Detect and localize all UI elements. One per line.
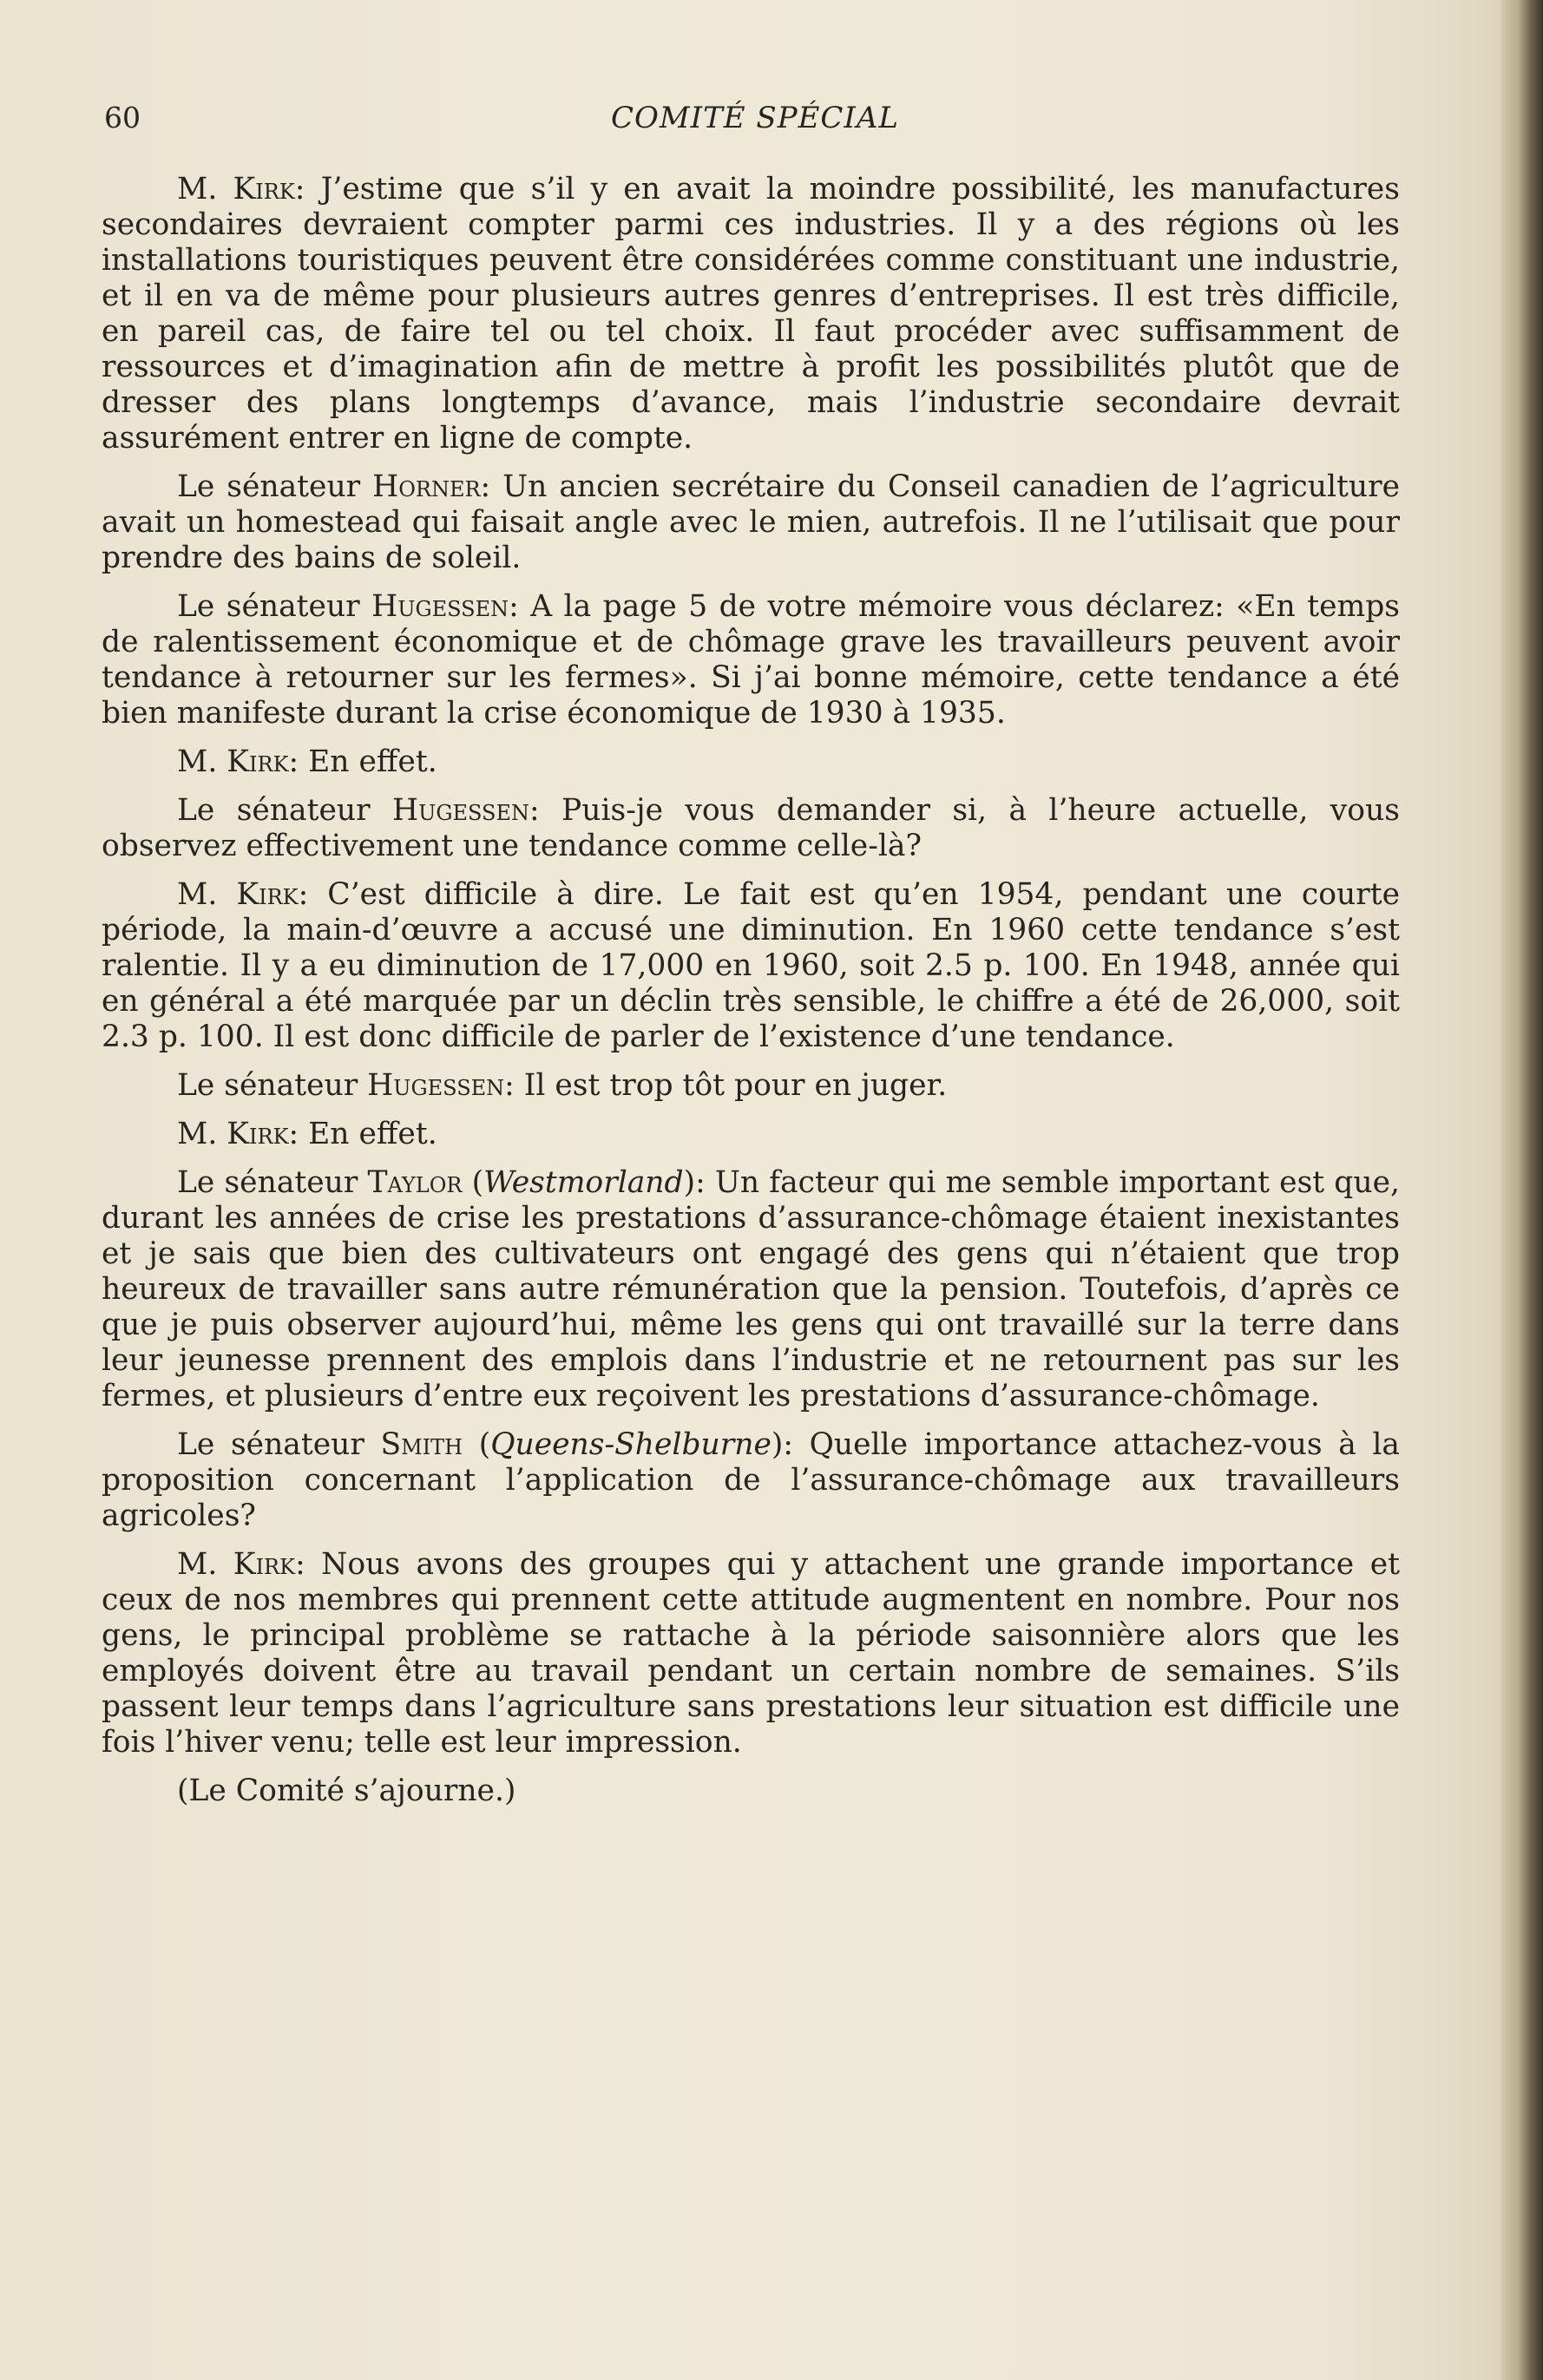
speaker-prefix: Le sénateur xyxy=(177,1427,381,1462)
paragraph xyxy=(102,589,1400,731)
paragraph-text: : Quelle importance attachez-vous à la proposition concernant l’application de l’assurance-chômage aux travailleurs agricoles? xyxy=(102,1427,1400,1533)
paragraph-text: : Il est trop tôt pour en juger. xyxy=(504,1068,948,1103)
paragraph-text: : En effet. xyxy=(288,1117,437,1151)
paragraph: Le sénateur Smith (Queens-Shelburne): Quelle importance attachez-vous à la proposition concernant l’application de l’assurance-chômage aux travailleurs agricoles? xyxy=(102,1427,1400,1533)
speaker-name: Horner xyxy=(372,469,481,504)
adjournment-note xyxy=(102,1774,1400,1809)
speaker-prefix: Le sénateur xyxy=(177,589,372,624)
speaker-name: Taylor xyxy=(367,1165,463,1200)
paragraph-text: : Puis-je vous demander si, à l’heure actuelle, vous observez effectivement une tendance comme celle-là? xyxy=(102,793,1400,863)
paragraph-text: : Un facteur qui me semble important est que, durant les années de crise les prestations d’assurance-chômage étaient inexistantes et je sais que bien des cultivateurs ont engagé des gens qui n’étaient que trop heureux de travailler sans autre rémunération que la pension. Toutefois, d’après ce que je puis observer aujourd’hui, même les gens qui ont travaillé sur la terre dans leur jeunesse prennent des emplois dans l’industrie et ne retournent pas sur les fermes, et plusieurs d’entre eux reçoivent les prestations d’assurance-chômage. xyxy=(102,1165,1400,1413)
paragraph: Le sénateur Taylor (Westmorland): Un facteur qui me semble important est que, durant les années de crise les prestations d’assurance-chômage étaient inexistantes et je sais que bien des cultivateurs ont engagé des gens qui n’étaient que trop heureux de travailler sans autre rémunération que la pension. Toutefois, d’après ce que je puis observer aujourd’hui, même les gens qui ont travaillé sur la terre dans leur jeunesse prennent des emplois dans l’industrie et ne retournent pas sur les fermes, et plusieurs d’entre eux reçoivent les prestations d’assurance-chômage. xyxy=(102,1165,1400,1413)
paragraph xyxy=(102,1068,1400,1104)
speaker-prefix: Le sénateur xyxy=(177,469,373,504)
body-text xyxy=(102,172,1400,1822)
running-title: COMITÉ SPÉCIAL xyxy=(610,101,899,135)
speaker-prefix: M. xyxy=(177,877,237,912)
paragraph-text: : A la page 5 de votre mémoire vous déclarez: «En temps de ralentissement économique et de chômage grave les travailleurs peuvent avoir tendance à retourner sur les fermes». Si j’ai bonne mémoire, cette tendance a été bien manifeste durant la crise économique de 1930 à 1935. xyxy=(102,589,1400,731)
paragraph-text: : En effet. xyxy=(288,744,437,779)
paragraph xyxy=(102,469,1400,576)
page-number: 60 xyxy=(104,101,141,134)
speaker-name: Kirk xyxy=(233,172,295,207)
paragraph-text: : Un ancien secrétaire du Conseil canadien de l’agriculture avait un homestead qui faisait angle avec le mien, autrefois. Il ne l’utilisait que pour prendre des bains de soleil. xyxy=(102,469,1400,575)
paragraph xyxy=(102,793,1400,864)
speaker-prefix: M. xyxy=(177,744,227,779)
paragraph xyxy=(102,877,1400,1055)
paragraph-text: (Le Comité s’ajourne.) xyxy=(177,1774,516,1808)
running-header xyxy=(104,101,1406,144)
paragraph xyxy=(102,1547,1400,1760)
paragraph xyxy=(102,744,1400,780)
speaker-prefix: Le sénateur xyxy=(177,793,393,828)
paragraph-text: : Nous avons des groupes qui y attachent une grande importance et ceux de nos membres qui prennent cette attitude augmentent en nombre. Pour nos gens, le principal problème se rattache à la période saisonnière alors que les employés doivent être au travail pendant un certain nombre de semaines. S’ils passent leur temps dans l’agriculture sans prestations leur situation est difficile une fois l’hiver venu; telle est leur impression. xyxy=(102,1547,1400,1760)
paragraph xyxy=(102,1117,1400,1152)
speaker-prefix: M. xyxy=(177,1547,233,1582)
speaker-prefix: M. xyxy=(177,172,233,207)
page-binding-edge xyxy=(1501,0,1543,2380)
paragraph-text: : C’est difficile à dire. Le fait est qu’en 1954, pendant une courte période, la main-d’œuvre a accusé une diminution. En 1960 cette tendance s’est ralentie. Il y a eu diminution de 17,000 en 1960, soit 2.5 p. 100. En 1948, année qui en général a été marquée par un déclin très sensible, le chiffre a été de 26,000, soit 2.3 p. 100. Il est donc difficile de parler de l’existence d’une tendance. xyxy=(102,877,1400,1054)
speaker-name: Kirk xyxy=(233,1547,296,1582)
paragraph xyxy=(102,172,1400,456)
speaker-prefix: Le sénateur xyxy=(177,1165,368,1200)
speaker-riding: Queens-Shelburne xyxy=(490,1427,772,1462)
speaker-name: Kirk xyxy=(236,877,299,912)
speaker-name: Hugessen xyxy=(371,589,509,624)
speaker-name: Smith xyxy=(380,1427,463,1462)
speaker-name: Kirk xyxy=(227,1117,289,1151)
speaker-prefix: M. xyxy=(177,1117,227,1151)
speaker-prefix: Le sénateur xyxy=(177,1068,368,1103)
speaker-name: Kirk xyxy=(227,744,289,779)
speaker-name: Hugessen xyxy=(392,793,530,828)
speaker-riding: Westmorland xyxy=(483,1165,684,1200)
speaker-name: Hugessen xyxy=(367,1068,505,1103)
paragraph-text: : J’estime que s’il y en avait la moindre possibilité, les manufactures secondaires devraient compter parmi ces industries. Il y a des régions où les installations touristiques peuvent être considérées comme constituant une industrie, et il en va de même pour plusieurs autres genres d’entreprises. Il est très difficile, en pareil cas, de faire tel ou tel choix. Il faut procéder avec suffisamment de ressources et d’imagination afin de mettre à profit les possibilités plutôt que de dresser des plans longtemps d’avance, mais l’industrie secondaire devrait assurément entrer en ligne de compte. xyxy=(102,172,1400,456)
